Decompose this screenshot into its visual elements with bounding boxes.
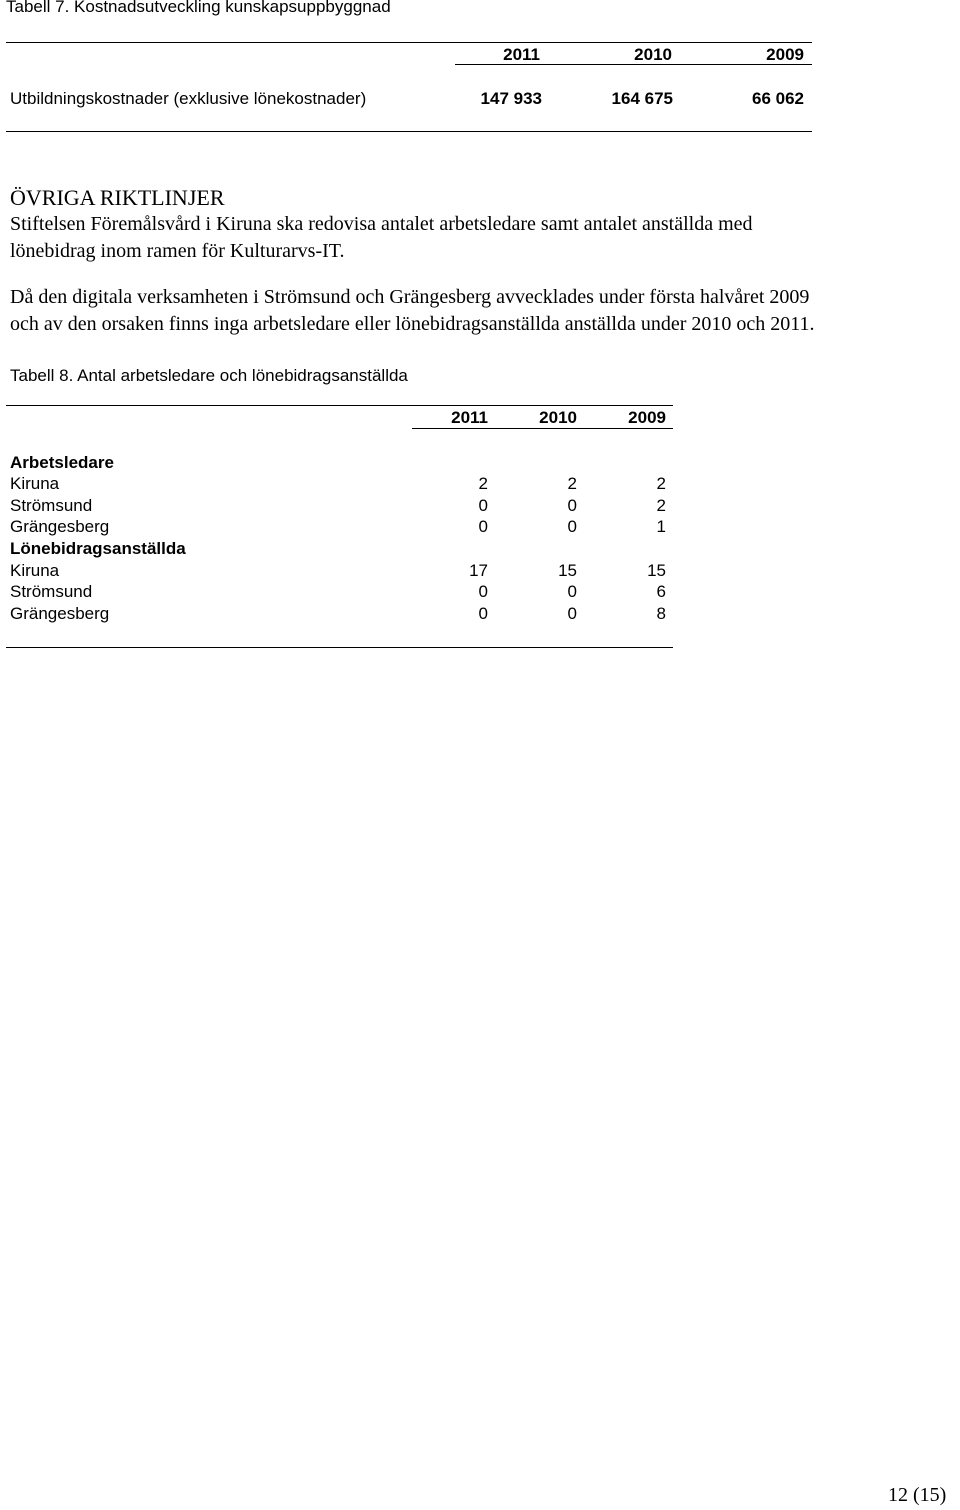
table7-year-2009: 2009 (766, 45, 804, 64)
table8-cell: 1 (656, 517, 666, 536)
table8-year-2009: 2009 (628, 408, 666, 427)
table8-cell: 8 (656, 604, 666, 623)
table8-cell: 6 (656, 582, 666, 601)
table8-year-2011: 2011 (451, 408, 488, 427)
table8-cell: 2 (656, 496, 666, 515)
table8-header-rule (412, 428, 673, 429)
paragraph1-line2: lönebidrag inom ramen för Kulturarvs-IT. (10, 240, 345, 262)
table8-row-label: Strömsund (10, 582, 93, 601)
table8-cell: 15 (558, 561, 577, 580)
table7-bottom-rule (6, 131, 812, 132)
table8-cell: 0 (478, 517, 488, 536)
table8-cell: 2 (478, 474, 488, 493)
table8-top-rule (6, 405, 673, 406)
table8-group-arbetsledare: Arbetsledare (10, 453, 114, 472)
table8-cell: 2 (567, 474, 577, 493)
table8-cell: 0 (567, 517, 577, 536)
paragraph2-line2: och av den orsaken finns inga arbetsledare eller lönebidragsanställda anställda under 2010 och 2011. (10, 313, 815, 335)
table8-group-lonebidragsanstallda: Lönebidragsanställda (10, 539, 186, 558)
table8-cell: 17 (469, 561, 488, 580)
table7-value-2010: 164 675 (611, 89, 673, 108)
paragraph1-line1: Stiftelsen Föremålsvård i Kiruna ska redovisa antalet arbetsledare samt antalet anställda med (10, 213, 753, 235)
table8-cell: 0 (567, 582, 577, 601)
table7-caption: Tabell 7. Kostnadsutveckling kunskapsuppbyggnad (6, 0, 391, 16)
table7-row-label: Utbildningskostnader (exklusive lönekostnader) (10, 89, 367, 108)
table8-caption: Tabell 8. Antal arbetsledare och lönebidragsanställda (10, 366, 408, 385)
table8-row-label: Kiruna (10, 474, 60, 493)
table8-bottom-rule (6, 647, 673, 648)
section-heading: ÖVRIGA RIKTLINJER (10, 185, 225, 210)
table7-year-2011: 2011 (503, 45, 540, 64)
table8-cell: 0 (567, 496, 577, 515)
paragraph2-line1: Då den digitala verksamheten i Strömsund och Grängesberg avvecklades under första halvåret 2009 (10, 286, 810, 308)
table8-row-label: Grängesberg (10, 517, 110, 536)
table8-cell: 2 (656, 474, 666, 493)
table8-cell: 0 (478, 496, 488, 515)
table8-row-label: Kiruna (10, 561, 60, 580)
table8-cell: 0 (567, 604, 577, 623)
table8-row-label: Strömsund (10, 496, 93, 515)
page-number: 12 (15) (888, 1484, 947, 1506)
table8-cell: 15 (647, 561, 666, 580)
table7-year-2010: 2010 (634, 45, 672, 64)
table8-row-label: Grängesberg (10, 604, 110, 623)
table8-cell: 0 (478, 604, 488, 623)
table8-year-2010: 2010 (539, 408, 577, 427)
table8-cell: 0 (478, 582, 488, 601)
table7-header-rule (455, 64, 812, 65)
table7-value-2011: 147 933 (480, 89, 542, 108)
table7-value-2009: 66 062 (752, 89, 804, 108)
table7-top-rule (6, 42, 812, 43)
